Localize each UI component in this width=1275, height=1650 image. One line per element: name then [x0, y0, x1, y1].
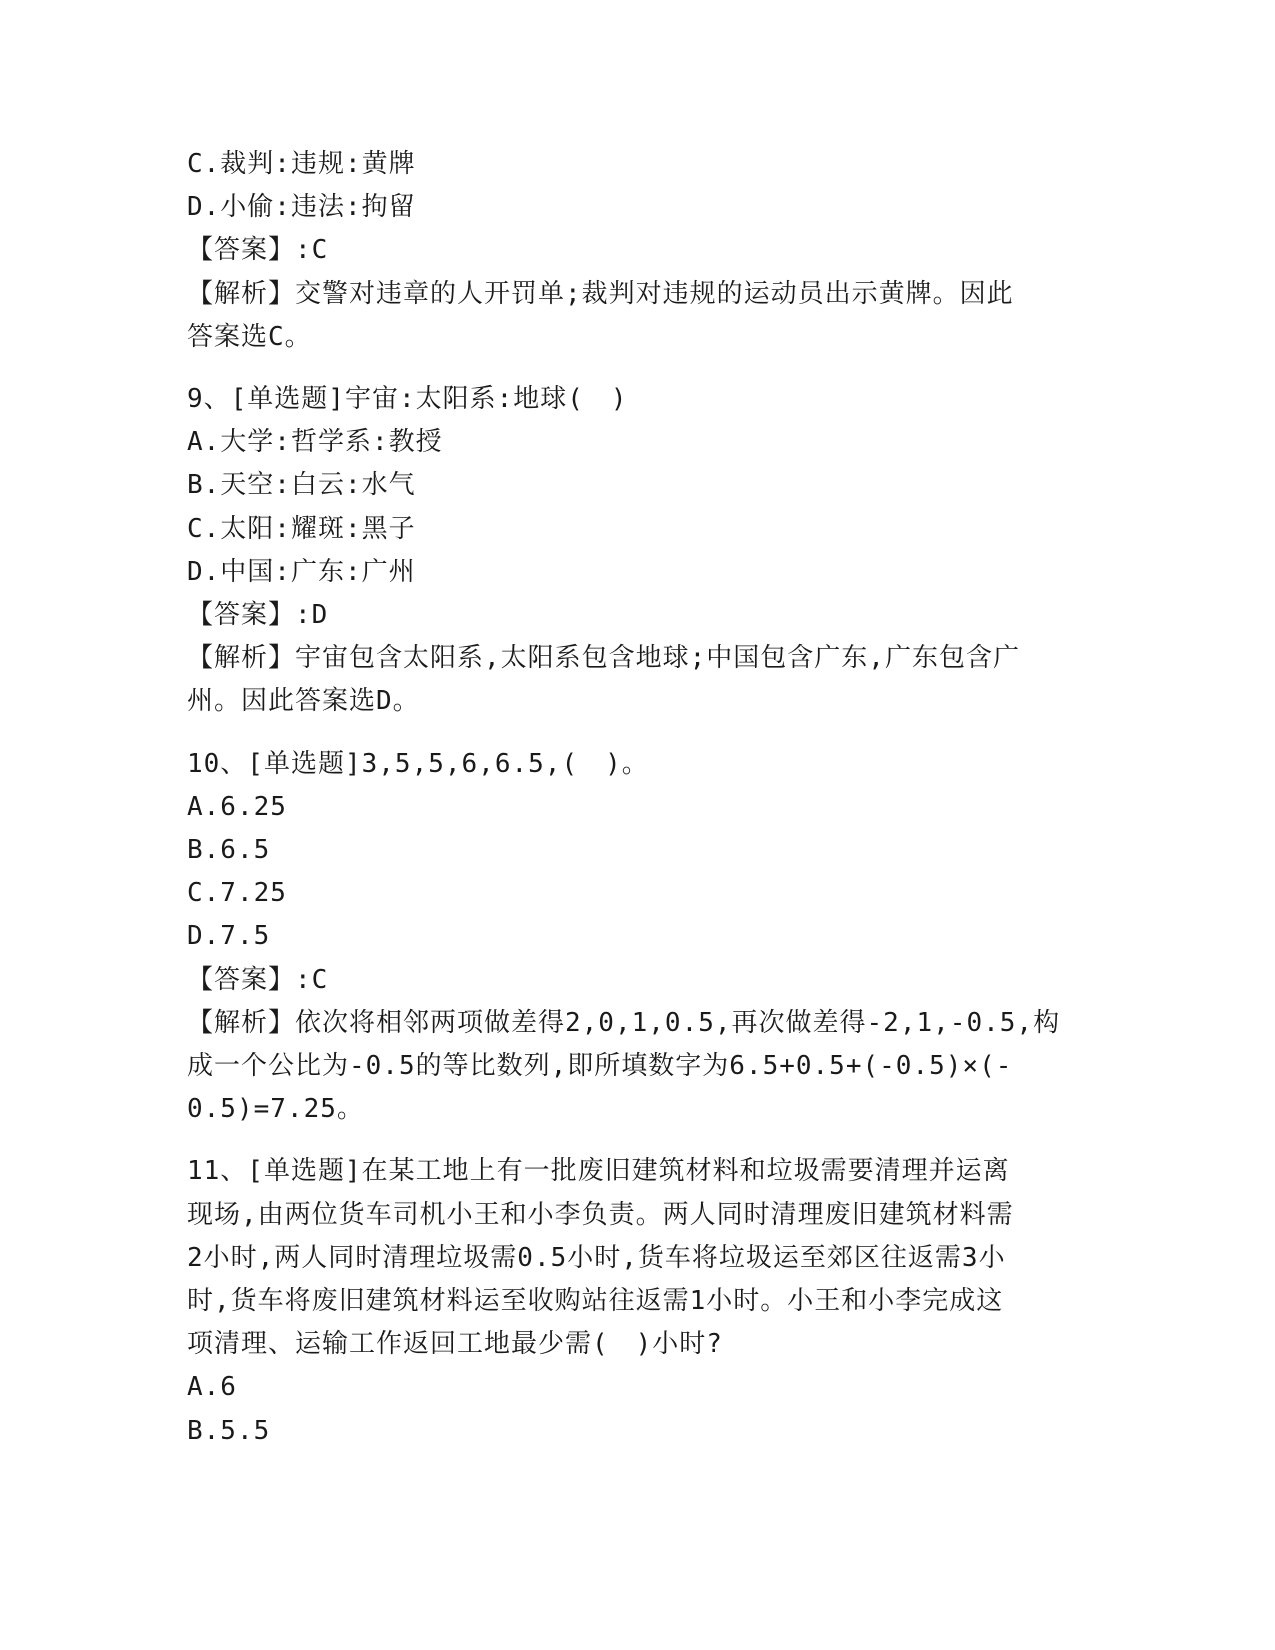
text-line: 项清理、运输工作返回工地最少需( )小时? [187, 1329, 723, 1360]
text-line: 州。因此答案选D。 [187, 686, 420, 717]
text-line: A.6 [187, 1372, 237, 1403]
text-line: 时,货车将废旧建筑材料运至收购站往返需1小时。小王和小李完成这 [187, 1286, 1004, 1317]
text-line: 【解析】交警对违章的人开罚单;裁判对违规的运动员出示黄牌。因此 [187, 278, 1014, 309]
text-line: C.裁判:违规:黄牌 [187, 149, 416, 179]
text-line: 2小时,两人同时清理垃圾需0.5小时,货车将垃圾运至郊区往返需3小 [187, 1242, 1006, 1273]
text-line: 【答案】:C [187, 235, 329, 266]
text-line: 答案选C。 [187, 321, 312, 352]
text-line: 【解析】依次将相邻两项做差得2,0,1,0.5,再次做差得-2,1,-0.5,构 [187, 1007, 1061, 1038]
text-line: 成一个公比为-0.5的等比数列,即所填数字为6.5+0.5+(-0.5)×(- [187, 1051, 1013, 1082]
text-line: 现场,由两位货车司机小王和小李负责。两人同时清理废旧建筑材料需 [187, 1199, 1014, 1230]
text-line: C.太阳:耀斑:黑子 [187, 513, 416, 544]
text-line: D.小偷:违法:拘留 [187, 192, 416, 223]
text-line: 【答案】:C [187, 964, 329, 995]
text-line: C.7.25 [187, 878, 287, 909]
text-line: 9、[单选题]宇宙:太阳系:地球( ) [187, 384, 628, 415]
text-line: 【答案】:D [187, 600, 329, 631]
text-line: 0.5)=7.25。 [187, 1094, 364, 1125]
document-page [187, 143, 1087, 1453]
text-line: A.6.25 [187, 791, 287, 822]
text-line: B.天空:白云:水气 [187, 470, 416, 501]
text-line: A.大学:哲学系:教授 [187, 427, 443, 458]
text-line: 【解析】宇宙包含太阳系,太阳系包含地球;中国包含广东,广东包含广 [187, 643, 1020, 674]
text-line: B.5.5 [187, 1415, 271, 1446]
text-line: D.中国:广东:广州 [187, 556, 416, 587]
text-line: B.6.5 [187, 835, 271, 866]
text-line: 11、[单选题]在某工地上有一批废旧建筑材料和垃圾需要清理并运离 [187, 1156, 1010, 1187]
text-line: 10、[单选题]3,5,5,6,6.5,( )。 [187, 748, 649, 779]
text-line: D.7.5 [187, 921, 271, 952]
